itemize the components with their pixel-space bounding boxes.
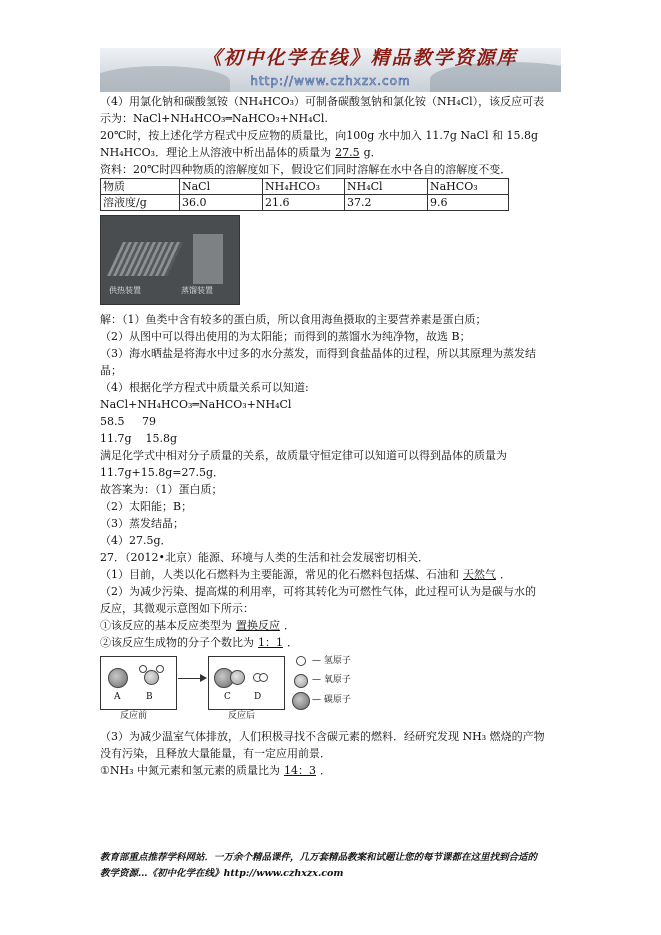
- q27-answer-sub-3: 14：3: [283, 764, 316, 777]
- solution-line: 58.5 79: [100, 415, 156, 428]
- solution-line: NaCl+NH₄HCO₃═NaHCO₃+NH₄Cl: [100, 398, 292, 411]
- footer-line-2[interactable]: 教学资源…《初中化学在线》http://www.czhxzx.com: [100, 868, 344, 879]
- footer-line-1: 教育部重点推荐学科网站．一万余个精品课件，几万套精品教案和试题让您的每节课都在这里找到合适的: [100, 852, 538, 863]
- table-row-label: 溶液度/g: [101, 195, 180, 211]
- table-header-cell: 物质: [101, 179, 180, 195]
- table-row: [101, 195, 509, 211]
- legend-carbon: — 碳原子: [312, 695, 351, 705]
- q4-text-line-1: 20℃时，按上述化学方程式中反应物的质量比，向100g 水中加入 11.7g NaCl 和 15.8g: [100, 129, 539, 142]
- reaction-arrow: [178, 678, 202, 679]
- hydrogen-atom-icon: [156, 665, 164, 673]
- q27-sub-3-post: ．: [319, 764, 331, 777]
- solution-line: （4）根据化学方程式中质量关系可以知道:: [100, 381, 309, 394]
- table-header-row: [101, 179, 509, 195]
- q4-text-line-2-pre: NH₄HCO₃．理论上从溶液中析出晶体的质量为: [100, 146, 332, 159]
- table-header-cell: NH₄Cl: [345, 179, 428, 195]
- table-cell: 21.6: [263, 195, 345, 211]
- photo-caption-left: 供热装置: [109, 286, 141, 295]
- legend-oxygen: — 氧原子: [312, 675, 351, 685]
- q27-sub-2: [100, 634, 570, 651]
- page-footer: [100, 850, 570, 882]
- q4-answer: 27.5: [335, 146, 360, 159]
- table-header-cell: NaHCO₃: [428, 179, 509, 195]
- label-d: D: [254, 692, 262, 702]
- q4-intro-line-1: （4）用氯化钠和碳酸氢铵（NH₄HCO₃）可制备碳酸氢钠和氯化铵（NH₄Cl），该反应可表: [100, 95, 545, 108]
- q4-text-line-2: [100, 144, 570, 161]
- solution-line: 11.7g+15.8g=27.5g．: [100, 466, 225, 479]
- table-cell: 36.0: [180, 195, 263, 211]
- oxygen-legend-icon: [294, 674, 308, 688]
- reaction-diagram: [100, 654, 570, 724]
- hydrogen-legend-icon: [296, 656, 306, 666]
- label-c: C: [224, 692, 231, 702]
- q27-line-1-pre: （1）目前，人类以化石燃料为主要能源，常见的化石燃料包括煤、石油和: [100, 568, 459, 581]
- solubility-table: [100, 178, 509, 211]
- solution-line: （3）蒸发结晶；: [100, 517, 184, 530]
- label-b: B: [146, 692, 153, 702]
- q27-line-4: （3）为减少温室气体排放，人们积极寻找不含碳元素的燃料．经研究发现 NH₃ 燃烧的产物: [100, 730, 545, 743]
- table-cell: 37.2: [345, 195, 428, 211]
- distillation-tower-image: [193, 234, 223, 284]
- q27-line-1: [100, 566, 570, 583]
- carbon-legend-icon: [292, 692, 310, 710]
- q27-title: 27．（2012•北京）能源、环境与人类的生活和社会发展密切相关．: [100, 551, 429, 564]
- solution-line: 故答案为：（1）蛋白质；: [100, 483, 223, 496]
- q27-answer-sub-1: 置换反应: [236, 619, 280, 632]
- hydrogen-atom-icon: [259, 673, 268, 682]
- solution-line: （4）27.5g．: [100, 534, 172, 547]
- hydrogen-atom-icon: [139, 665, 147, 673]
- label-a: A: [114, 692, 121, 702]
- q27-sub-3-pre: ①NH₃ 中氮元素和氢元素的质量比为: [100, 764, 280, 777]
- label-before: 反应前: [120, 711, 148, 721]
- carbon-atom-icon: [108, 668, 128, 688]
- q27-sub-1-post: ．: [284, 619, 295, 632]
- banner-url[interactable]: http://www.czhxzx.com: [250, 74, 411, 88]
- solution-line: 11.7g 15.8g: [100, 432, 178, 445]
- table-cell: 9.6: [428, 195, 509, 211]
- q27-line-1-post: ．: [500, 568, 511, 581]
- q4-intro-line-2: 示为：NaCl+NH₄HCO₃═NaHCO₃+NH₄Cl.: [100, 112, 328, 125]
- apparatus-photo: [100, 215, 240, 305]
- solution-line: （2）从图中可以得出使用的为太阳能；而得到的蒸馏水为纯净物，故选 B；: [100, 330, 471, 343]
- label-after: 反应后: [228, 711, 256, 721]
- header-banner: [100, 48, 561, 92]
- solution-block: [100, 311, 570, 549]
- q27-sub-3: [100, 762, 570, 779]
- q4-text-line-2-post: g．: [363, 146, 382, 159]
- table-header-cell: NH₄HCO₃: [263, 179, 345, 195]
- q27-line-3: 反应，其微观示意图如下所示：: [100, 602, 254, 615]
- q4-text-line-3: 资料：20℃时四种物质的溶解度如下，假设它们同时溶解在水中各自的溶解度不变．: [100, 163, 512, 176]
- table-header-cell: NaCl: [180, 179, 263, 195]
- document-body: [100, 93, 570, 779]
- q27-sub-1: [100, 617, 570, 634]
- solar-panel-image: [107, 242, 183, 276]
- q27-sub-1-pre: ①该反应的基本反应类型为: [100, 619, 232, 632]
- q27-sub-2-post: ．: [287, 636, 298, 649]
- arrow-head-icon: [200, 674, 207, 682]
- q27-line-2: （2）为减少污染、提高煤的利用率，可将其转化为可燃性气体，此过程可认为是碳与水的: [100, 585, 536, 598]
- solution-line: 解：（1）鱼类中含有较多的蛋白质，所以食用海鱼摄取的主要营养素是蛋白质；: [100, 313, 487, 326]
- solution-line: 晶；: [100, 364, 122, 377]
- oxygen-atom-icon: [230, 670, 245, 685]
- solution-line: （2）太阳能；B；: [100, 500, 193, 513]
- banner-title: 《初中化学在线》精品教学资源库: [202, 48, 518, 69]
- solution-line: 满足化学式中相对分子质量的关系，故质量守恒定律可以知道可以得到晶体的质量为: [100, 449, 507, 462]
- q27-sub-2-pre: ②该反应生成物的分子个数比为: [100, 636, 254, 649]
- q27-answer-1: 天然气: [463, 568, 496, 581]
- q27-line-5: 没有污染，且释放大量能量，有一定应用前景．: [100, 747, 331, 760]
- photo-caption-right: 蒸馏装置: [181, 286, 213, 295]
- solution-line: （3）海水晒盐是将海水中过多的水分蒸发，而得到食盐晶体的过程，所以其原理为蒸发结: [100, 347, 536, 360]
- legend-hydrogen: — 氢原子: [312, 656, 351, 666]
- q27-answer-sub-2: 1：1: [258, 636, 283, 649]
